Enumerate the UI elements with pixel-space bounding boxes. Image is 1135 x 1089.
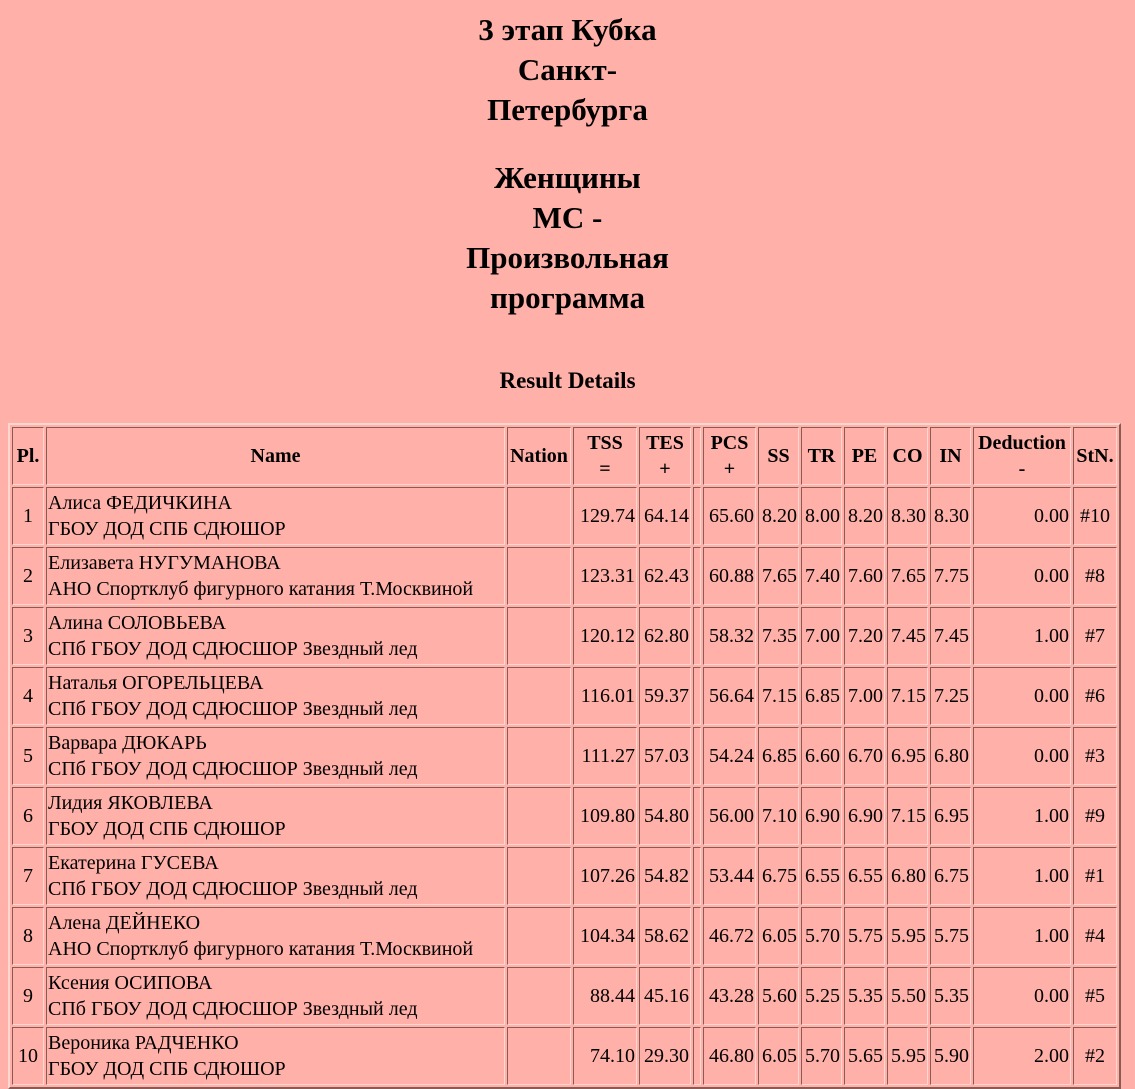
col-header-tss [573, 427, 637, 485]
co-cell: 6.95 [887, 727, 928, 785]
spacer-cell [693, 787, 701, 845]
co-cell: 5.50 [887, 967, 928, 1025]
place-cell: 10 [12, 1027, 44, 1085]
starting-number-cell: #4 [1073, 907, 1117, 965]
tr-cell: 6.55 [801, 847, 842, 905]
tr-cell: 5.70 [801, 907, 842, 965]
pe-cell: 6.70 [844, 727, 885, 785]
pe-cell: 7.00 [844, 667, 885, 725]
in-cell: 7.45 [930, 607, 971, 665]
table-row [12, 607, 1117, 665]
pcs-cell: 60.88 [703, 547, 756, 605]
in-cell: 7.25 [930, 667, 971, 725]
co-cell: 7.15 [887, 667, 928, 725]
pe-cell: 5.75 [844, 907, 885, 965]
tss-cell: 120.12 [573, 607, 637, 665]
col-header-pcs [703, 427, 756, 485]
tes-cell: 29.30 [639, 1027, 691, 1085]
deduction-cell: 1.00 [973, 907, 1071, 965]
deduction-cell: 1.00 [973, 847, 1071, 905]
place-cell: 1 [12, 487, 44, 545]
skater-cell [46, 727, 505, 785]
tes-cell: 57.03 [639, 727, 691, 785]
col-header-in: IN [930, 427, 971, 485]
deduction-cell: 0.00 [973, 727, 1071, 785]
skater-cell [46, 667, 505, 725]
table-row [12, 547, 1117, 605]
spacer-cell [693, 907, 701, 965]
starting-number-cell: #3 [1073, 727, 1117, 785]
place-cell: 7 [12, 847, 44, 905]
in-cell: 6.95 [930, 787, 971, 845]
deduction-cell: 0.00 [973, 547, 1071, 605]
tss-cell: 88.44 [573, 967, 637, 1025]
skater-name: Наталья ОГОРЕЛЬЦЕВА [48, 672, 264, 694]
nation-cell [507, 667, 571, 725]
skater-name: Алена ДЕЙНЕКО [48, 912, 201, 934]
nation-cell [507, 487, 571, 545]
col-header-starting-number: StN. [1073, 427, 1117, 485]
nation-cell [507, 907, 571, 965]
skater-name: Лидия ЯКОВЛЕВА [48, 792, 213, 814]
tes-cell: 54.82 [639, 847, 691, 905]
nation-cell [507, 727, 571, 785]
pcs-cell: 65.60 [703, 487, 756, 545]
starting-number-cell: #10 [1073, 487, 1117, 545]
category-title-line: программа [490, 280, 645, 315]
col-header-nation: Nation [507, 427, 571, 485]
table-header [12, 427, 1117, 485]
event-title-line: Санкт- [517, 52, 618, 87]
in-cell: 6.80 [930, 727, 971, 785]
co-cell: 7.65 [887, 547, 928, 605]
col-header-name: Name [46, 427, 505, 485]
starting-number-cell: #6 [1073, 667, 1117, 725]
tes-cell: 62.43 [639, 547, 691, 605]
ss-cell: 5.60 [758, 967, 799, 1025]
place-cell: 3 [12, 607, 44, 665]
table-row [12, 667, 1117, 725]
spacer-cell [693, 967, 701, 1025]
pcs-cell: 54.24 [703, 727, 756, 785]
table-row [12, 847, 1117, 905]
tss-cell: 129.74 [573, 487, 637, 545]
co-cell: 7.45 [887, 607, 928, 665]
co-cell: 5.95 [887, 907, 928, 965]
nation-cell [507, 607, 571, 665]
tss-label: TSS [587, 432, 623, 454]
deduction-cell: 0.00 [973, 487, 1071, 545]
pe-cell: 8.20 [844, 487, 885, 545]
skater-club: ГБОУ ДОД СПБ СДЮШОР [48, 1058, 286, 1080]
pcs-cell: 53.44 [703, 847, 756, 905]
skater-club: АНО Спортклуб фигурного катания Т.Москвиной [48, 578, 474, 600]
pe-cell: 6.55 [844, 847, 885, 905]
starting-number-cell: #1 [1073, 847, 1117, 905]
tes-cell: 54.80 [639, 787, 691, 845]
pe-cell: 7.20 [844, 607, 885, 665]
pcs-cell: 58.32 [703, 607, 756, 665]
deduction-cell: 1.00 [973, 787, 1071, 845]
tss-cell: 111.27 [573, 727, 637, 785]
table-row [12, 1027, 1117, 1085]
event-title [0, 10, 1135, 130]
tes-cell: 64.14 [639, 487, 691, 545]
pe-cell: 7.60 [844, 547, 885, 605]
skater-cell [46, 547, 505, 605]
place-cell: 9 [12, 967, 44, 1025]
tes-cell: 45.16 [639, 967, 691, 1025]
ss-cell: 7.35 [758, 607, 799, 665]
table-row [12, 907, 1117, 965]
starting-number-cell: #7 [1073, 607, 1117, 665]
category-title [0, 158, 1135, 318]
spacer-cell [693, 727, 701, 785]
ss-cell: 8.20 [758, 487, 799, 545]
spacer-cell [693, 547, 701, 605]
tss-cell: 116.01 [573, 667, 637, 725]
skater-club: АНО Спортклуб фигурного катания Т.Москвиной [48, 938, 474, 960]
spacer-cell [693, 847, 701, 905]
skater-name: Алиса ФЕДИЧКИНА [48, 492, 232, 514]
skater-club: СПб ГБОУ ДОД СДЮСШОР Звездный лед [48, 638, 418, 660]
skater-club: ГБОУ ДОД СПБ СДЮШОР [48, 818, 286, 840]
tss-operator: = [599, 458, 611, 480]
tss-cell: 104.34 [573, 907, 637, 965]
col-header-place: Pl. [12, 427, 44, 485]
place-cell: 5 [12, 727, 44, 785]
pe-cell: 5.65 [844, 1027, 885, 1085]
co-cell: 7.15 [887, 787, 928, 845]
results-table [8, 423, 1121, 1089]
table-row [12, 787, 1117, 845]
skater-cell [46, 607, 505, 665]
skater-cell [46, 967, 505, 1025]
deduction-label: Deduction [978, 432, 1066, 454]
col-header-ss: SS [758, 427, 799, 485]
tss-cell: 74.10 [573, 1027, 637, 1085]
spacer-cell [693, 667, 701, 725]
skater-cell [46, 1027, 505, 1085]
pcs-cell: 46.80 [703, 1027, 756, 1085]
table-row [12, 487, 1117, 545]
ss-cell: 7.65 [758, 547, 799, 605]
skater-name: Елизавета НУГУМАНОВА [48, 552, 281, 574]
col-header-tr: TR [801, 427, 842, 485]
co-cell: 6.80 [887, 847, 928, 905]
starting-number-cell: #2 [1073, 1027, 1117, 1085]
nation-cell [507, 847, 571, 905]
in-cell: 5.75 [930, 907, 971, 965]
tr-cell: 8.00 [801, 487, 842, 545]
deduction-cell: 1.00 [973, 607, 1071, 665]
category-title-line: Произвольная [466, 240, 669, 275]
pcs-cell: 56.00 [703, 787, 756, 845]
tr-cell: 7.00 [801, 607, 842, 665]
ss-cell: 6.85 [758, 727, 799, 785]
spacer-cell [693, 607, 701, 665]
ss-cell: 6.05 [758, 1027, 799, 1085]
in-cell: 8.30 [930, 487, 971, 545]
in-cell: 5.35 [930, 967, 971, 1025]
skater-name: Екатерина ГУСЕВА [48, 852, 219, 874]
in-cell: 7.75 [930, 547, 971, 605]
nation-cell [507, 967, 571, 1025]
tr-cell: 6.60 [801, 727, 842, 785]
event-title-line: Петербурга [487, 92, 648, 127]
table-row [12, 727, 1117, 785]
place-cell: 4 [12, 667, 44, 725]
spacer-cell [693, 487, 701, 545]
col-header-pe: PE [844, 427, 885, 485]
co-cell: 8.30 [887, 487, 928, 545]
tr-cell: 6.90 [801, 787, 842, 845]
col-header-co: CO [887, 427, 928, 485]
event-title-line: 3 этап Кубка [478, 12, 657, 47]
nation-cell [507, 787, 571, 845]
spacer-cell [693, 1027, 701, 1085]
tes-operator: + [659, 458, 671, 480]
ss-cell: 6.75 [758, 847, 799, 905]
starting-number-cell: #8 [1073, 547, 1117, 605]
table-row [12, 967, 1117, 1025]
col-header-spacer [693, 427, 701, 485]
skater-club: СПб ГБОУ ДОД СДЮСШОР Звездный лед [48, 998, 418, 1020]
category-title-line: МС - [532, 200, 603, 235]
tr-cell: 7.40 [801, 547, 842, 605]
deduction-operator: - [1018, 458, 1026, 480]
ss-cell: 7.10 [758, 787, 799, 845]
place-cell: 2 [12, 547, 44, 605]
pcs-cell: 46.72 [703, 907, 756, 965]
deduction-cell: 0.00 [973, 667, 1071, 725]
skater-name: Варвара ДЮКАРЬ [48, 732, 207, 754]
pcs-cell: 43.28 [703, 967, 756, 1025]
tes-label: TES [646, 432, 684, 454]
nation-cell [507, 1027, 571, 1085]
starting-number-cell: #9 [1073, 787, 1117, 845]
tss-cell: 123.31 [573, 547, 637, 605]
col-header-deduction [973, 427, 1071, 485]
in-cell: 6.75 [930, 847, 971, 905]
pcs-cell: 56.64 [703, 667, 756, 725]
tr-cell: 6.85 [801, 667, 842, 725]
tr-cell: 5.70 [801, 1027, 842, 1085]
pe-cell: 5.35 [844, 967, 885, 1025]
tes-cell: 58.62 [639, 907, 691, 965]
place-cell: 8 [12, 907, 44, 965]
tr-cell: 5.25 [801, 967, 842, 1025]
pe-cell: 6.90 [844, 787, 885, 845]
ss-cell: 7.15 [758, 667, 799, 725]
pcs-label: PCS [710, 432, 749, 454]
tes-cell: 59.37 [639, 667, 691, 725]
deduction-cell: 2.00 [973, 1027, 1071, 1085]
tss-cell: 109.80 [573, 787, 637, 845]
co-cell: 5.95 [887, 1027, 928, 1085]
place-cell: 6 [12, 787, 44, 845]
in-cell: 5.90 [930, 1027, 971, 1085]
skater-cell [46, 487, 505, 545]
skater-cell [46, 907, 505, 965]
skater-cell [46, 847, 505, 905]
ss-cell: 6.05 [758, 907, 799, 965]
pcs-operator: + [723, 458, 736, 480]
skater-club: СПб ГБОУ ДОД СДЮСШОР Звездный лед [48, 758, 418, 780]
skater-club: ГБОУ ДОД СПБ СДЮШОР [48, 518, 286, 540]
skater-club: СПб ГБОУ ДОД СДЮСШОР Звездный лед [48, 878, 418, 900]
result-details-heading: Result Details [499, 368, 636, 393]
starting-number-cell: #5 [1073, 967, 1117, 1025]
deduction-cell: 0.00 [973, 967, 1071, 1025]
col-header-tes [639, 427, 691, 485]
tes-cell: 62.80 [639, 607, 691, 665]
skater-cell [46, 787, 505, 845]
skater-name: Ксения ОСИПОВА [48, 972, 213, 994]
header-row [12, 427, 1117, 485]
category-title-line: Женщины [494, 160, 641, 195]
tss-cell: 107.26 [573, 847, 637, 905]
skater-club: СПб ГБОУ ДОД СДЮСШОР Звездный лед [48, 698, 418, 720]
skater-name: Алина СОЛОВЬЕВА [48, 612, 227, 634]
nation-cell [507, 547, 571, 605]
skater-name: Вероника РАДЧЕНКО [48, 1032, 239, 1054]
table-body [12, 487, 1117, 1085]
